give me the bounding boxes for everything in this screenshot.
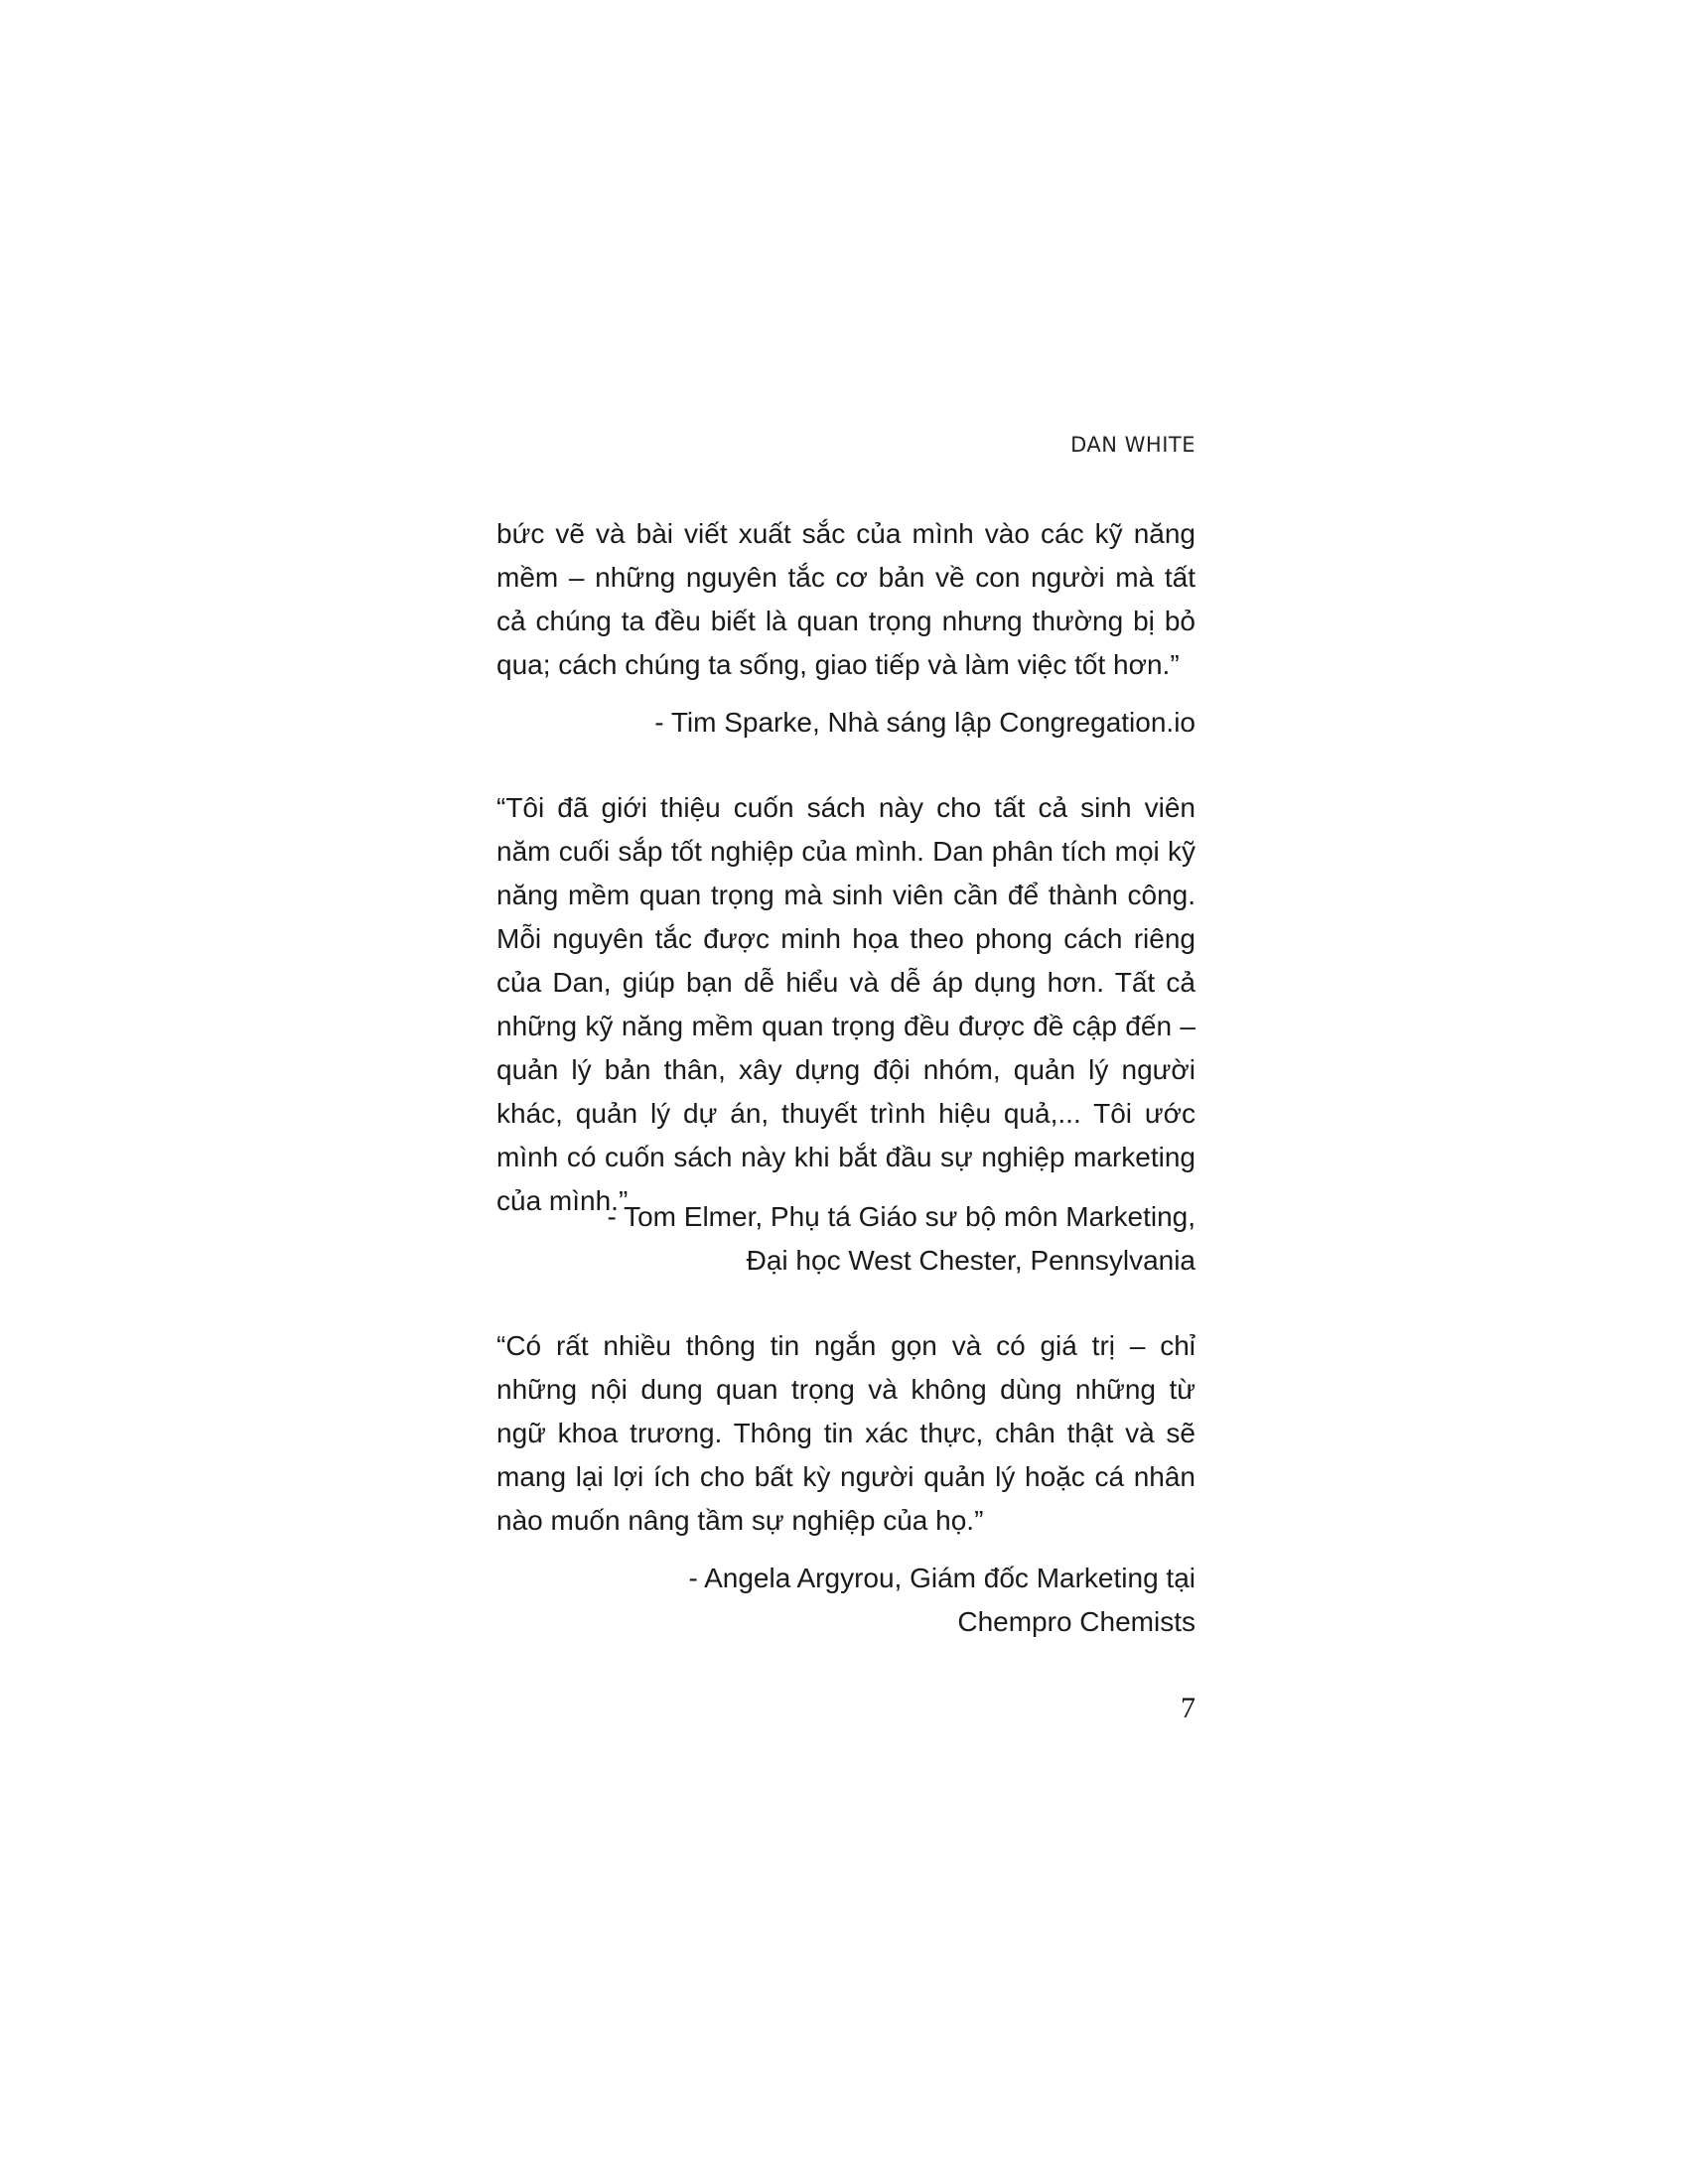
- page-number: 7: [1181, 1692, 1196, 1724]
- quote-text-1: bức vẽ và bài viết xuất sắc của mình vào các kỹ năng mềm – những nguyên tắc cơ bản về con người mà tất cả chúng ta đều biết là quan trọng nhưng thường bị bỏ qua; cách chúng ta sống, giao tiếp và làm việc tốt hơn.”: [496, 518, 1196, 680]
- running-header-author: DAN WHITE: [1070, 433, 1196, 457]
- quote-attribution-3: [689, 1557, 1196, 1644]
- quote-attribution-1: [654, 701, 1196, 745]
- attribution-line: Chempro Chemists: [957, 1606, 1196, 1637]
- quote-text-3: “Có rất nhiều thông tin ngắn gọn và có giá trị – chỉ những nội dung quan trọng và không dùng những từ ngữ khoa trương. Thông tin xác thực, chân thật và sẽ mang lại lợi ích cho bất kỳ người quản lý hoặc cá nhân nào muốn nâng tầm sự nghiệp của họ.”: [496, 1330, 1196, 1536]
- quote-attribution-2: [608, 1195, 1196, 1283]
- attribution-line: - Tim Sparke, Nhà sáng lập Congregation.io: [654, 707, 1196, 738]
- attribution-line: - Angela Argyrou, Giám đốc Marketing tại: [688, 1563, 1196, 1593]
- quote-text-2: “Tôi đã giới thiệu cuốn sách này cho tất cả sinh viên năm cuối sắp tốt nghiệp của mình. Dan phân tích mọi kỹ năng mềm quan trọng mà sinh viên cần để thành công. Mỗi nguyên tắc được minh họa theo phong cách riêng của Dan, giúp bạn dễ hiểu và dễ áp dụng hơn. Tất cả những kỹ năng mềm quan trọng đều được đề cập đến – quản lý bản thân, xây dựng đội nhóm, quản lý người khác, quản lý dự án, thuyết trình hiệu quả,... Tôi ước mình có cuốn sách này khi bắt đầu sự nghiệp marketing của mình.”: [496, 792, 1196, 1216]
- attribution-line: - Tom Elmer, Phụ tá Giáo sư bộ môn Marketing,: [607, 1201, 1196, 1232]
- attribution-line: Đại học West Chester, Pennsylvania: [746, 1245, 1196, 1276]
